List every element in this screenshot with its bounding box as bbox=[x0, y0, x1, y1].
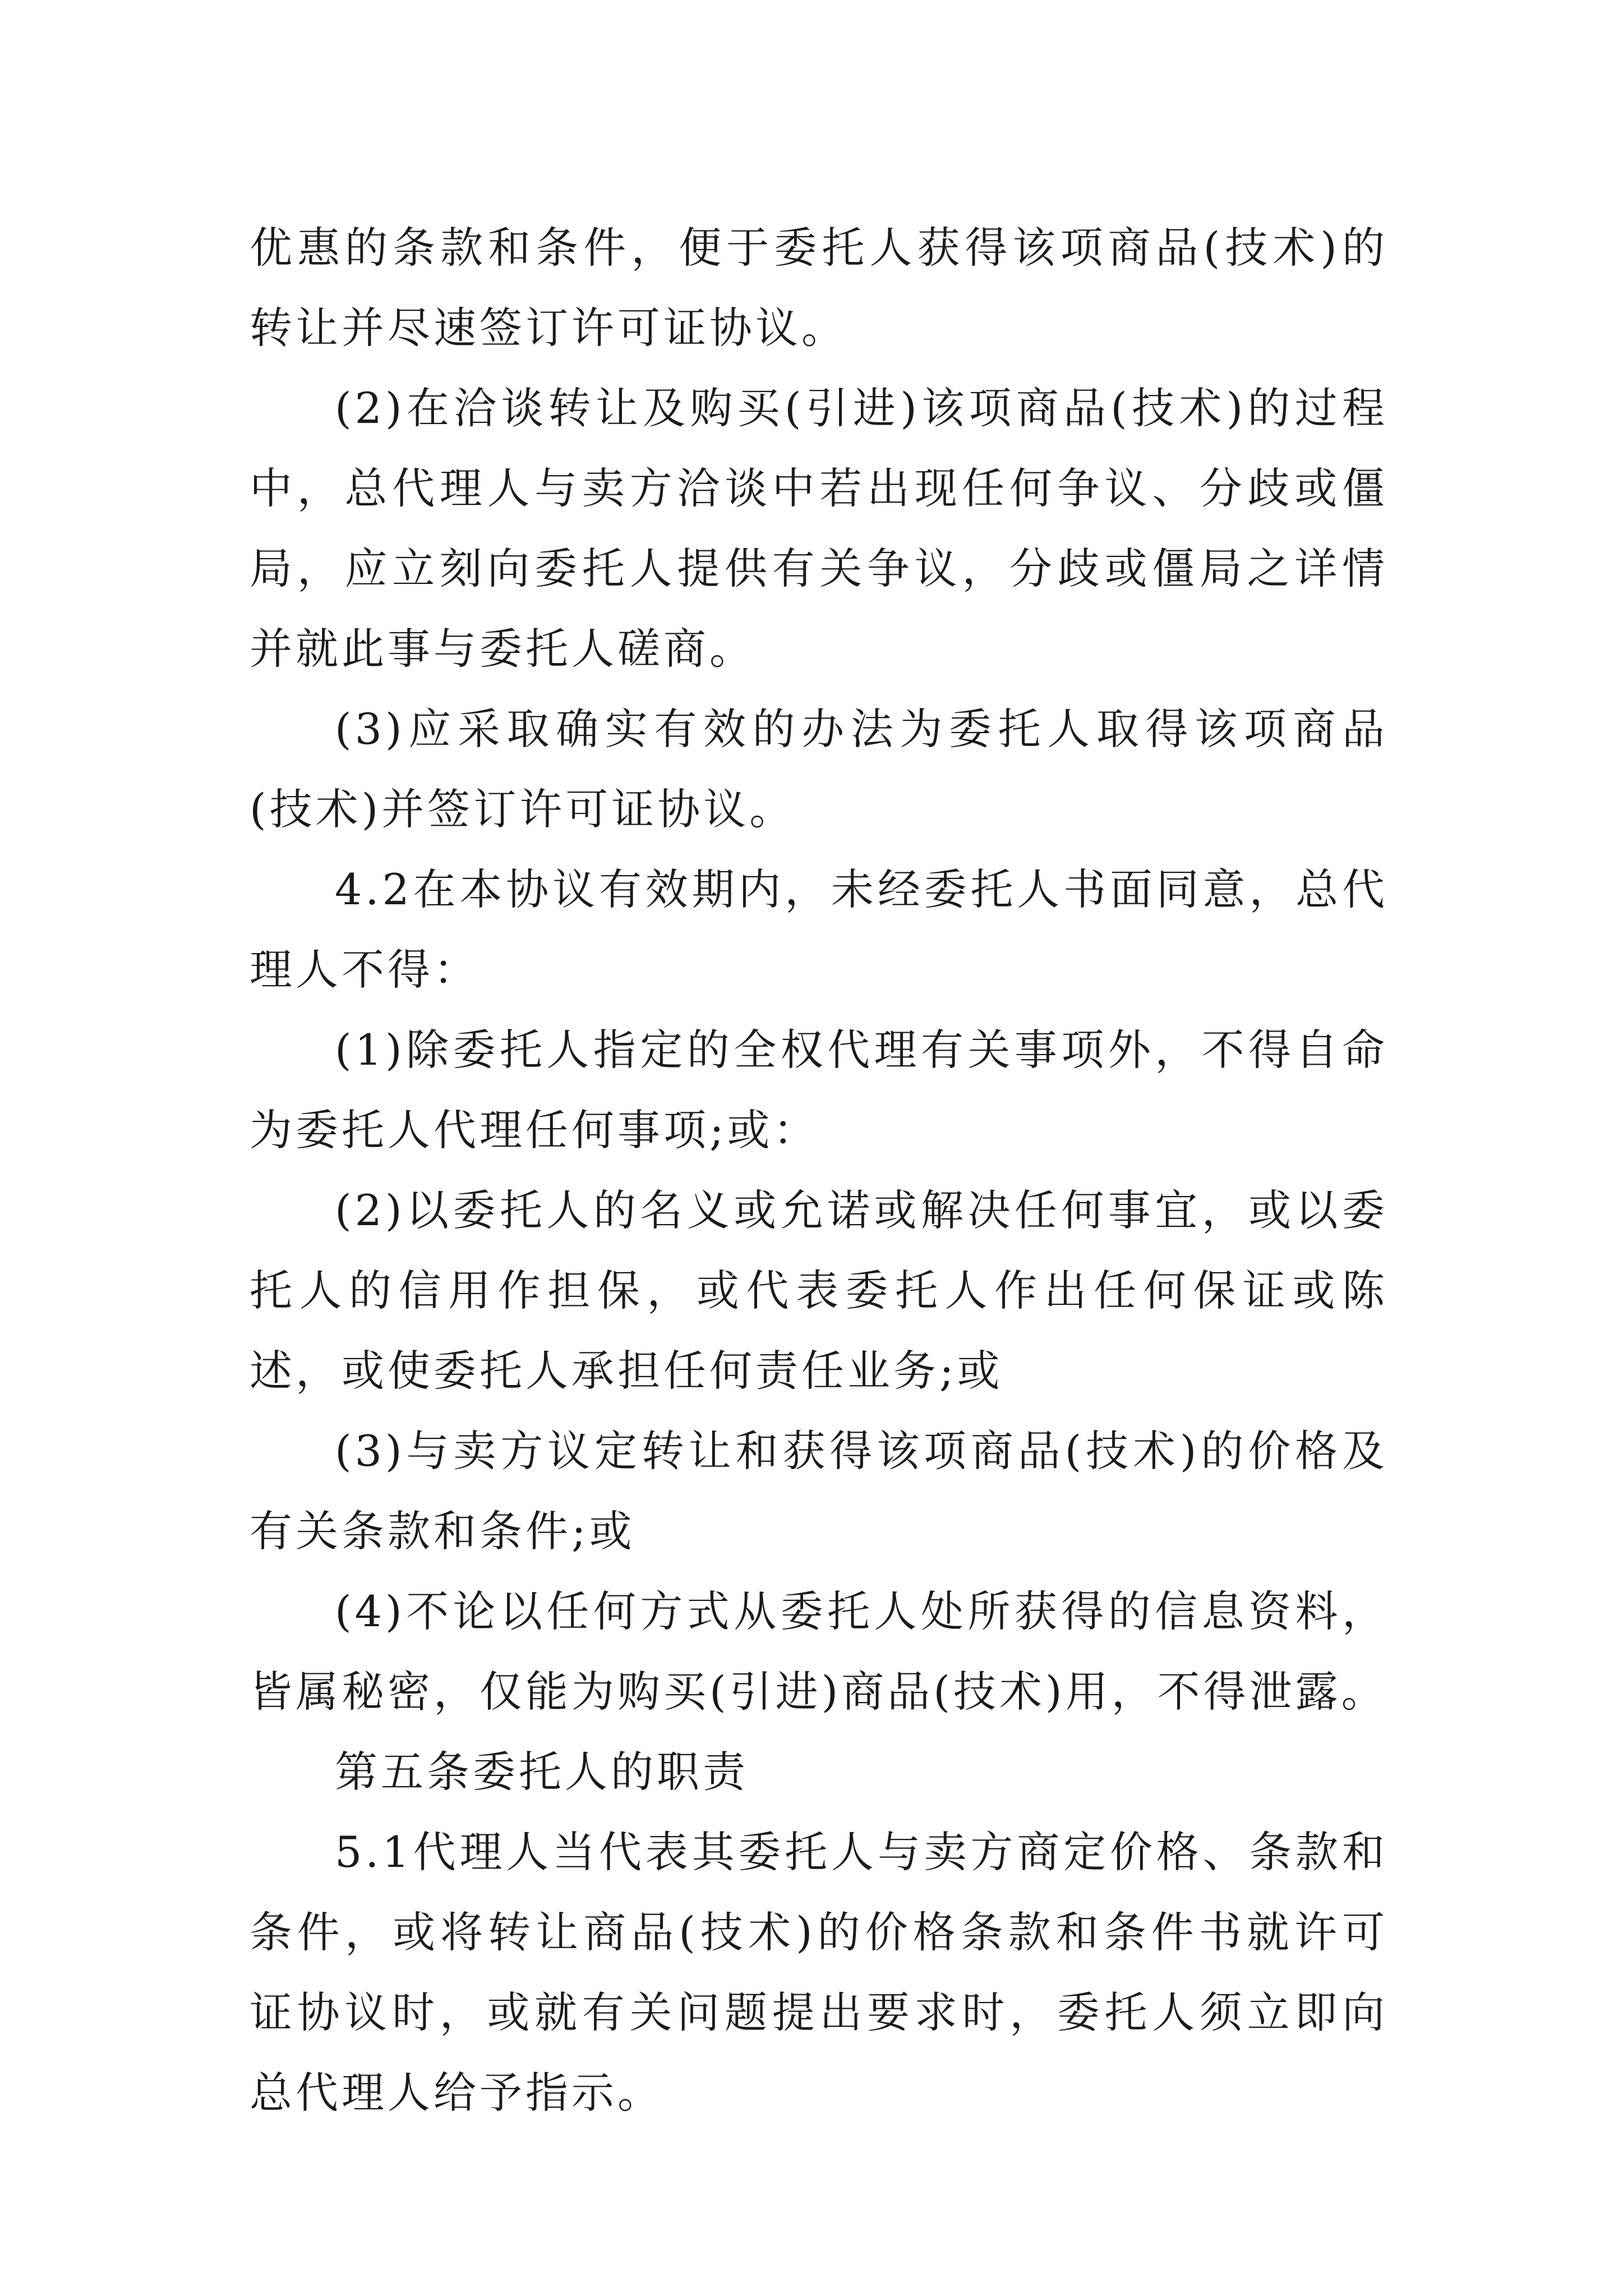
paragraph-2: (2)在洽谈转让及购买(引进)该项商品(技术)的过程中，总代理人与卖方洽谈中若出现任何争议、分歧或僵局，应立刻向委托人提供有关争议，分歧或僵局之详情并就此事与委托人磋商。 bbox=[250, 383, 1388, 674]
paragraph-6: (2)以委托人的名义或允诺或解决任何事宜，或以委托人的信用作担保，或代表委托人作出任何保证或陈述，或使委托人承担任何责任业务;或 bbox=[250, 1185, 1388, 1396]
paragraph-10: 5.1代理人当代表其委托人与卖方商定价格、条款和条件，或将转让商品(技术)的价格条款和条件书就许可证协议时，或就有关问题提出要求时，委托人须立即向总代理人给予指示。 bbox=[250, 1827, 1388, 2118]
paragraph-3: (3)应采取确实有效的办法为委托人取得该项商品(技术)并签订许可证协议。 bbox=[250, 704, 1388, 834]
section-heading: 第五条委托人的职责 bbox=[335, 1747, 749, 1797]
paragraph-1: 优惠的条款和条件，便于委托人获得该项商品(技术)的转让并尽速签订许可证协议。 bbox=[250, 223, 1388, 353]
document-body bbox=[250, 208, 1388, 2133]
paragraph-4: 4.2在本协议有效期内，未经委托人书面同意，总代理人不得： bbox=[250, 864, 1388, 995]
paragraph-5: (1)除委托人指定的全权代理有关事项外，不得自命为委托人代理任何事项;或： bbox=[250, 1025, 1388, 1155]
paragraph-7: (3)与卖方议定转让和获得该项商品(技术)的价格及有关条款和条件;或 bbox=[250, 1426, 1388, 1556]
paragraph-8: (4)不论以任何方式从委托人处所获得的信息资料，皆属秘密，仅能为购买(引进)商品(技术)用，不得泄露。 bbox=[250, 1586, 1388, 1717]
